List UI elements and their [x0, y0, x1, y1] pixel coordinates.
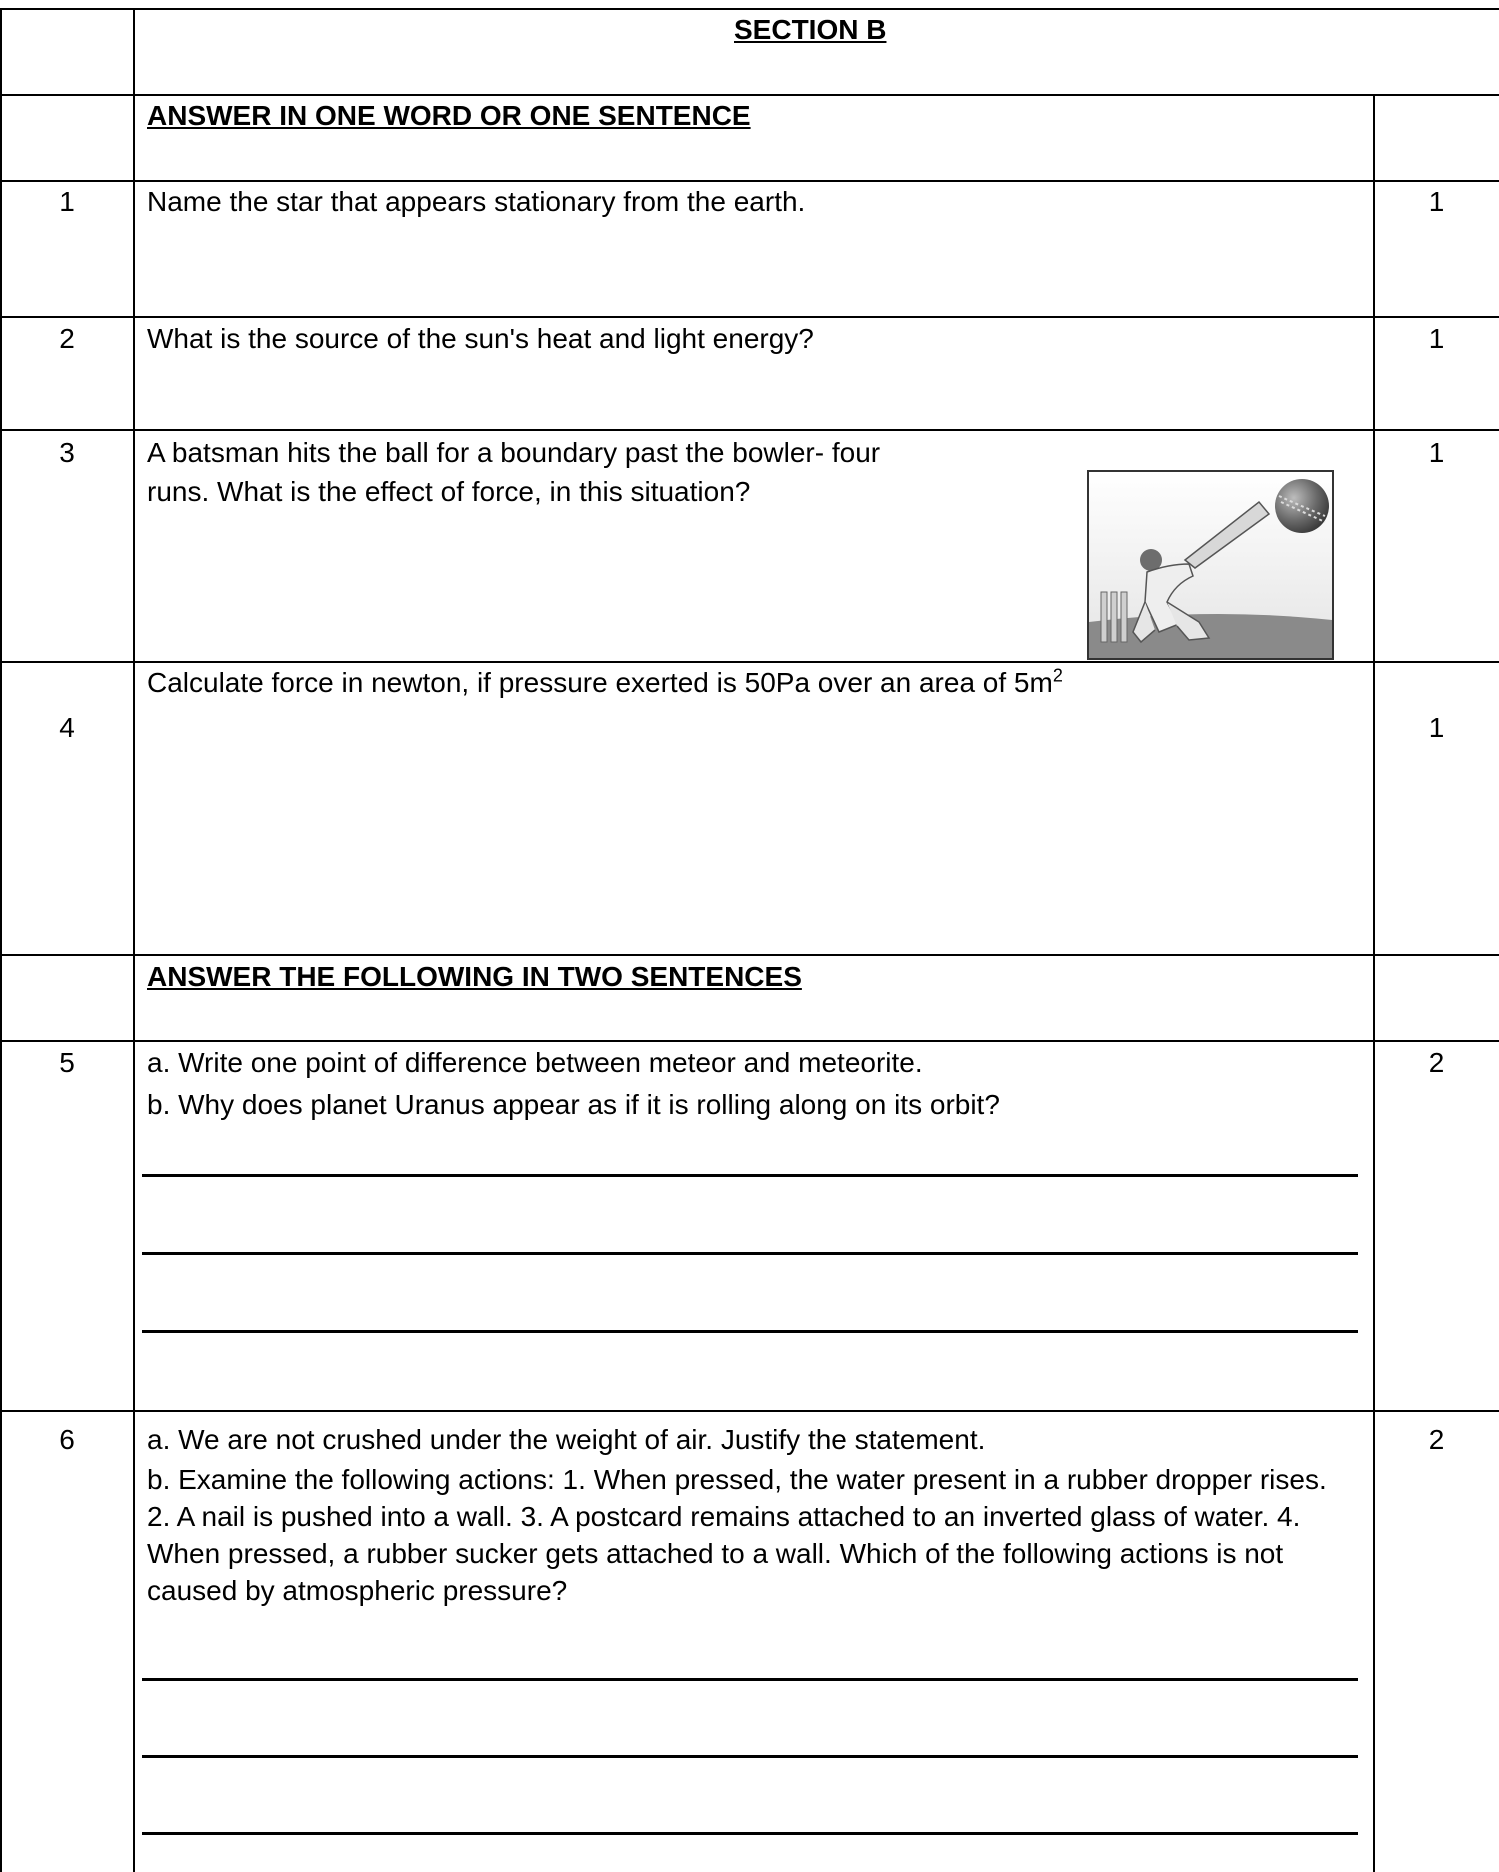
row-divider — [0, 661, 1499, 663]
answer-line — [142, 1174, 1358, 1177]
batsman-hitting-ball-icon — [1087, 470, 1334, 660]
section-title: SECTION B — [734, 14, 887, 45]
question-text: Name the star that appears stationary from the earth. — [147, 186, 806, 217]
question-marks: 2 — [1428, 1424, 1445, 1455]
question-marks: 1 — [1428, 437, 1445, 468]
question-text — [147, 665, 1063, 701]
part-b-heading: ANSWER THE FOLLOWING IN TWO SENTENCES — [147, 961, 802, 992]
answer-line — [142, 1832, 1358, 1835]
row-divider — [0, 1410, 1499, 1412]
row-divider — [0, 429, 1499, 431]
row-divider — [0, 1040, 1499, 1042]
question-number: 5 — [59, 1047, 75, 1078]
question-part-b: b. Examine the following actions: 1. When pressed, the water present in a rubber dropper rises. 2. A nail is pushed into a wall. 3. A postcard remains attached to an inverted glass of water. 4. When pressed, a rubber sucker gets attached to a wall. Which of the following actions is not caused by atmospheric pressure? — [147, 1464, 1327, 1606]
question-number: 2 — [59, 323, 75, 354]
superscript: 2 — [1052, 665, 1063, 686]
part-a-heading: ANSWER IN ONE WORD OR ONE SENTENCE — [147, 100, 751, 131]
row-divider — [0, 954, 1499, 956]
question-number: 4 — [59, 712, 75, 743]
column-divider-number — [133, 8, 135, 1872]
question-marks: 1 — [1428, 323, 1445, 354]
question-number: 3 — [59, 437, 75, 468]
question-text-line-2: runs. What is the effect of force, in this situation? — [147, 476, 751, 507]
question-part-b: b. Why does planet Uranus appear as if it is rolling along on its orbit? — [147, 1089, 1000, 1120]
column-divider-marks — [1373, 94, 1375, 1872]
table-border-left — [0, 8, 2, 1872]
table-border-top — [0, 8, 1499, 10]
question-part-a: a. Write one point of difference between meteor and meteorite. — [147, 1047, 923, 1078]
answer-line — [142, 1330, 1358, 1333]
question-number: 6 — [59, 1424, 75, 1455]
answer-line — [142, 1755, 1358, 1758]
answer-line — [142, 1252, 1358, 1255]
question-marks: 1 — [1428, 712, 1445, 743]
answer-line — [142, 1678, 1358, 1681]
row-divider — [0, 94, 1499, 96]
question-text: What is the source of the sun's heat and light energy? — [147, 323, 814, 354]
question-number: 1 — [59, 186, 75, 217]
question-marks: 1 — [1428, 186, 1445, 217]
question-text-line-1: A batsman hits the ball for a boundary past the bowler- four — [147, 437, 881, 468]
question-part-a: a. We are not crushed under the weight of air. Justify the statement. — [147, 1424, 986, 1455]
question-marks: 2 — [1428, 1047, 1445, 1078]
row-divider — [0, 180, 1499, 182]
row-divider — [0, 316, 1499, 318]
question-text-body: Calculate force in newton, if pressure exerted is 50Pa over an area of 5m — [147, 667, 1053, 698]
